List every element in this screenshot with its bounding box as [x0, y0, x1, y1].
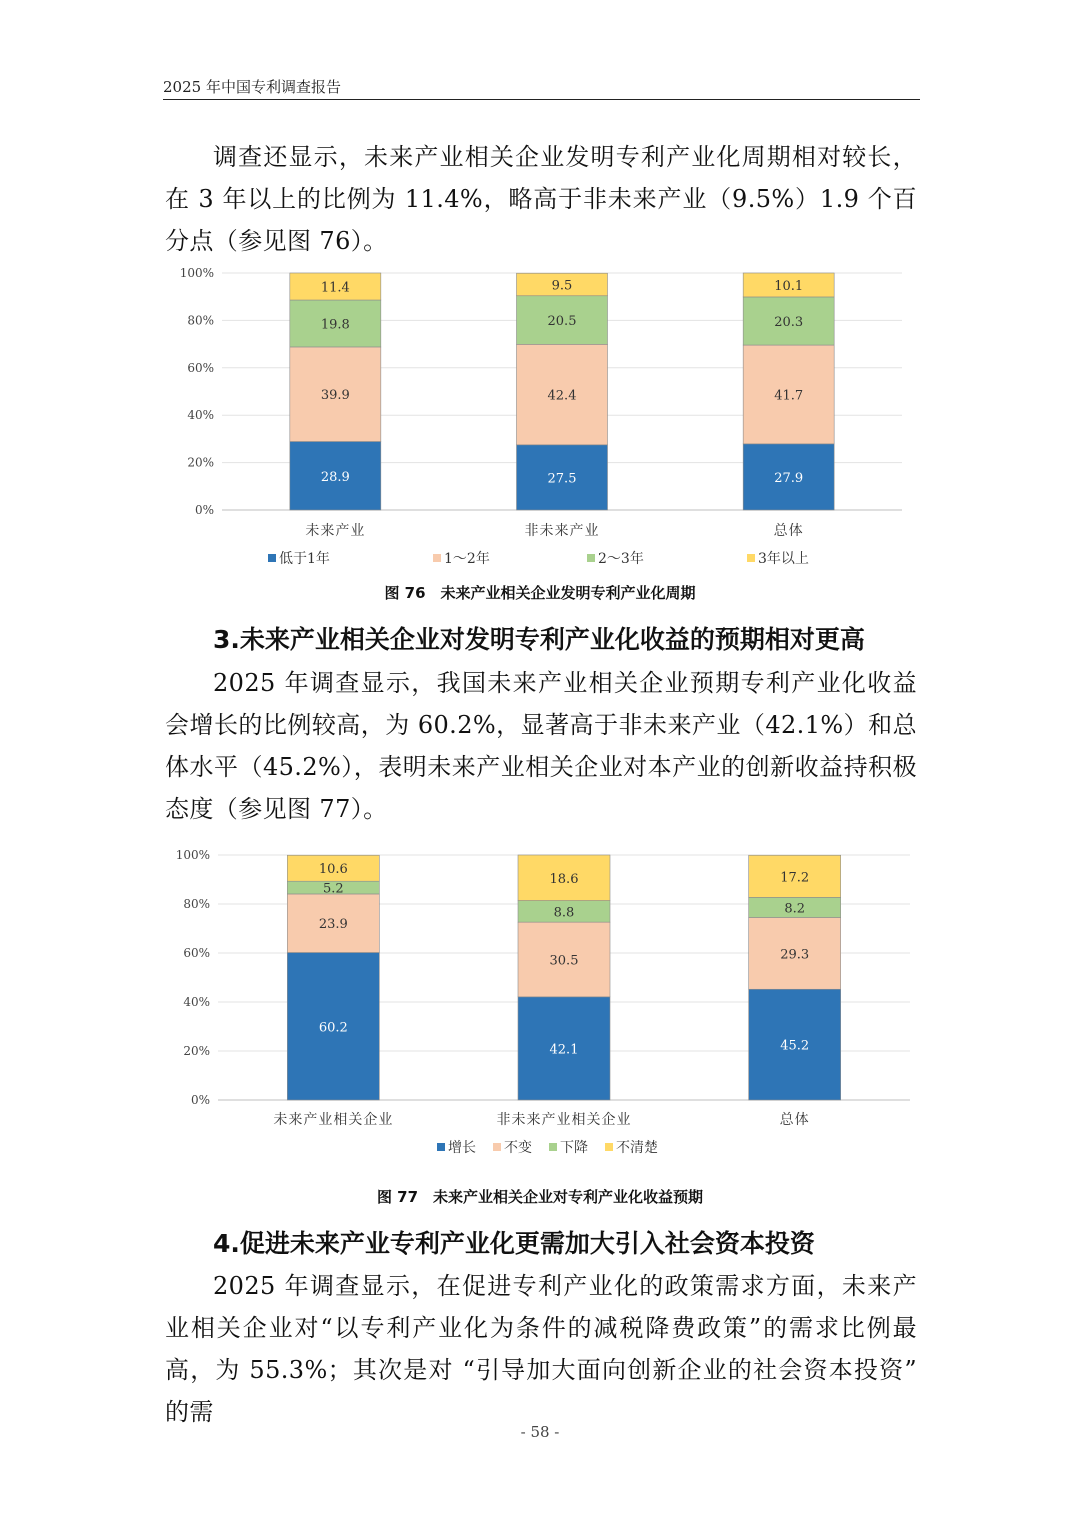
- legend-swatch: [549, 1143, 557, 1151]
- y-tick-label: 40%: [187, 408, 214, 423]
- data-label: 20.5: [547, 314, 577, 330]
- x-tick-label: 未来产业: [305, 523, 366, 539]
- y-tick-label: 20%: [183, 1044, 210, 1058]
- section-heading-4: 4.促进未来产业专利产业化更需加大引入社会资本投资: [213, 1229, 815, 1258]
- data-label: 20.3: [774, 314, 804, 330]
- data-label: 8.8: [553, 905, 575, 921]
- legend-swatch: [747, 554, 755, 562]
- legend-label: 1～2年: [444, 551, 490, 567]
- data-label: 27.9: [774, 470, 804, 486]
- x-tick-label: 非未来产业相关企业: [496, 1112, 632, 1128]
- paragraph-expectation: 2025 年调查显示，我国未来产业相关企业预期专利产业化收益会增长的比例较高，为 60.2%，显著高于非未来产业（42.1%）和总体水平（45.2%），表明未来产业相关企业对本产业的创新收益持积极态度（参见图 77）。: [165, 669, 917, 823]
- x-tick-label: 未来产业相关企业: [273, 1112, 394, 1128]
- data-label: 30.5: [549, 953, 579, 969]
- data-label: 8.2: [784, 901, 806, 917]
- page-number: - 58 -: [520, 1423, 560, 1441]
- x-tick-label: 总体: [773, 523, 804, 539]
- y-tick-label: 80%: [183, 897, 210, 911]
- data-label: 23.9: [318, 917, 348, 933]
- y-tick-label: 80%: [187, 313, 214, 328]
- data-label: 18.6: [549, 871, 579, 887]
- legend-label: 增长: [448, 1140, 476, 1156]
- figure-76-caption: 图 76 未来产业相关企业发明专利产业化周期: [384, 584, 696, 602]
- legend-label: 不清楚: [616, 1140, 658, 1156]
- legend-swatch: [493, 1143, 501, 1151]
- data-label: 42.4: [547, 388, 577, 404]
- data-label: 11.4: [320, 280, 350, 296]
- legend-swatch: [268, 554, 276, 562]
- y-tick-label: 60%: [183, 946, 210, 960]
- legend-label: 不变: [504, 1140, 532, 1156]
- figure-77-caption: 图 77 未来产业相关企业对专利产业化收益预期: [376, 1188, 704, 1206]
- legend-label: 低于1年: [279, 551, 330, 567]
- legend-swatch: [433, 554, 441, 562]
- header-divider: [163, 99, 920, 100]
- y-tick-label: 0%: [194, 503, 214, 517]
- data-label: 10.6: [318, 862, 348, 878]
- legend-label: 2～3年: [598, 551, 644, 567]
- data-label: 17.2: [780, 870, 810, 886]
- y-tick-label: 100%: [175, 848, 210, 862]
- x-tick-label: 非未来产业: [524, 523, 600, 539]
- data-label: 9.5: [551, 278, 573, 294]
- data-label: 29.3: [780, 947, 810, 963]
- legend-swatch: [587, 554, 595, 562]
- data-label: 5.2: [322, 881, 344, 897]
- section-heading-3: 3.未来产业相关企业对发明专利产业化收益的预期相对更高: [213, 625, 865, 654]
- data-label: 41.7: [774, 388, 804, 404]
- legend-label: 3年以上: [758, 551, 809, 567]
- data-label: 10.1: [774, 278, 804, 294]
- figure-76-chart: [165, 262, 925, 577]
- y-tick-label: 100%: [179, 266, 214, 280]
- data-label: 42.1: [549, 1042, 579, 1058]
- data-label: 28.9: [320, 469, 350, 485]
- x-tick-label: 总体: [779, 1112, 810, 1128]
- data-label: 39.9: [320, 388, 350, 404]
- legend-label: 下降: [560, 1140, 588, 1156]
- data-label: 19.8: [320, 317, 350, 333]
- y-tick-label: 0%: [190, 1093, 210, 1107]
- y-tick-label: 20%: [187, 455, 214, 470]
- page-header: 2025 年中国专利调查报告: [163, 78, 341, 96]
- data-label: 45.2: [780, 1038, 810, 1054]
- paragraph-policy: 2025 年调查显示，在促进专利产业化的政策需求方面，未来产业相关企业对“以专利产业化为条件的减税降费政策”的需求比例最高，为 55.3%；其次是对 “引导加大面向创新企业的社会资本投资” 的需: [165, 1272, 917, 1426]
- y-tick-label: 40%: [183, 995, 210, 1009]
- figure-77-chart: [165, 843, 925, 1163]
- data-label: 60.2: [318, 1020, 348, 1036]
- y-tick-label: 60%: [187, 360, 214, 375]
- legend-swatch: [605, 1143, 613, 1151]
- legend-swatch: [437, 1143, 445, 1151]
- paragraph-intro: 调查还显示，未来产业相关企业发明专利产业化周期相对较长，在 3 年以上的比例为 11.4%，略高于非未来产业（9.5%）1.9 个百分点（参见图 76）。: [165, 143, 917, 255]
- data-label: 27.5: [547, 471, 577, 487]
